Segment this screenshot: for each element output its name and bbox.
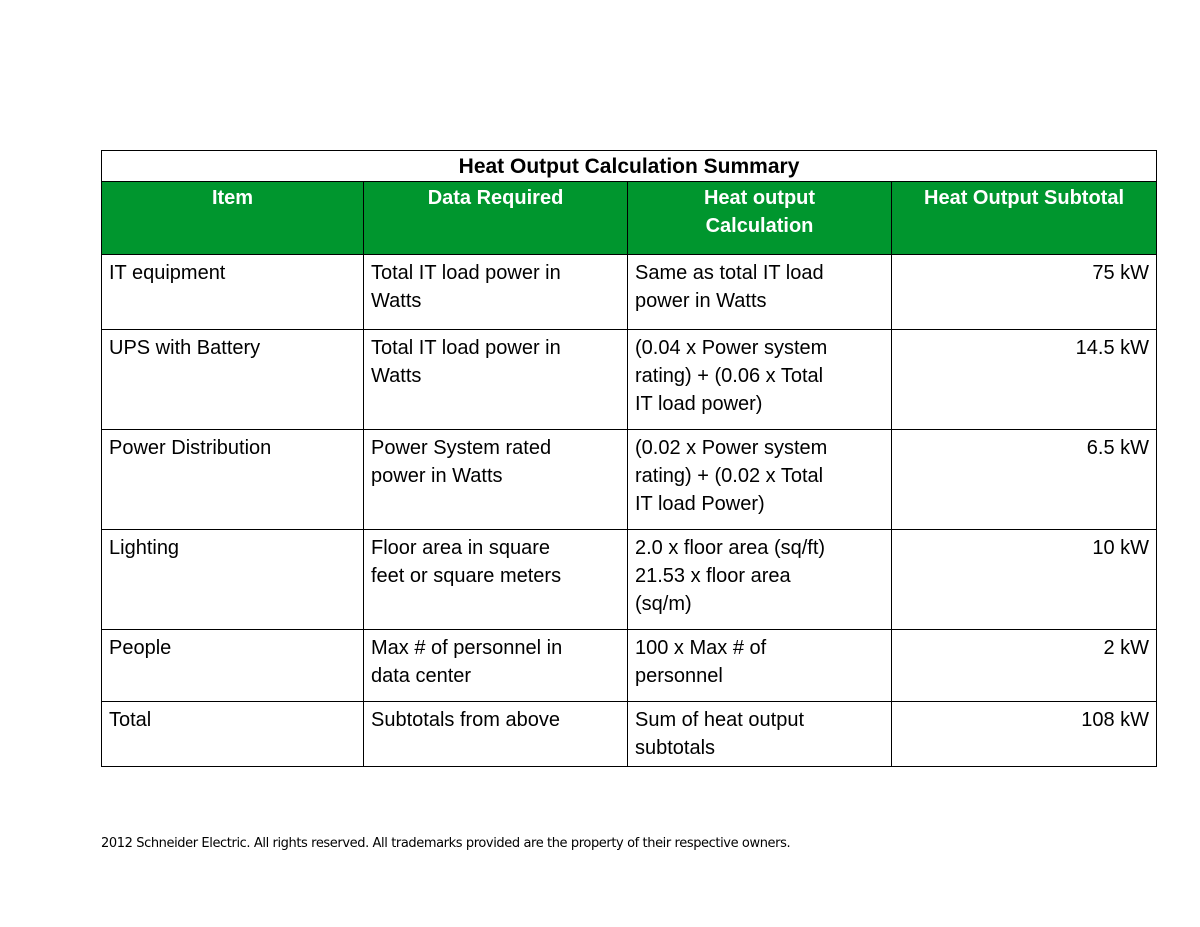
cell-heat-output-subtotal: 2 kW xyxy=(892,630,1157,702)
table-row xyxy=(102,430,1157,530)
table-row xyxy=(102,630,1157,702)
cell-heat-output-calculation: 2.0 x floor area (sq/ft) 21.53 x floor area (sq/m) xyxy=(628,530,892,630)
table-row xyxy=(102,330,1157,430)
cell-item: IT equipment xyxy=(102,255,364,330)
cell-data-required: Total IT load power in Watts xyxy=(364,255,628,330)
header-item: Item xyxy=(102,182,364,255)
cell-data-required: Floor area in square feet or square meters xyxy=(364,530,628,630)
cell-heat-output-subtotal: 6.5 kW xyxy=(892,430,1157,530)
cell-heat-output-subtotal: 10 kW xyxy=(892,530,1157,630)
cell-item: Power Distribution xyxy=(102,430,364,530)
cell-heat-output-calculation: Sum of heat output subtotals xyxy=(628,702,892,767)
table-row xyxy=(102,702,1157,767)
cell-item: People xyxy=(102,630,364,702)
cell-item: UPS with Battery xyxy=(102,330,364,430)
cell-data-required: Power System rated power in Watts xyxy=(364,430,628,530)
cell-heat-output-calculation: Same as total IT load power in Watts xyxy=(628,255,892,330)
cell-heat-output-calculation: (0.02 x Power system rating) + (0.02 x Total IT load Power) xyxy=(628,430,892,530)
table-row xyxy=(102,255,1157,330)
cell-heat-output-subtotal: 75 kW xyxy=(892,255,1157,330)
cell-data-required: Max # of personnel in data center xyxy=(364,630,628,702)
cell-item: Total xyxy=(102,702,364,767)
cell-item: Lighting xyxy=(102,530,364,630)
table-title-row xyxy=(102,151,1157,182)
cell-heat-output-subtotal: 14.5 kW xyxy=(892,330,1157,430)
table-row xyxy=(102,530,1157,630)
copyright-footer: 2012 Schneider Electric. All rights reserved. All trademarks provided are the property of their respective owners. xyxy=(101,836,791,851)
cell-data-required: Subtotals from above xyxy=(364,702,628,767)
cell-data-required: Total IT load power in Watts xyxy=(364,330,628,430)
heat-output-table xyxy=(101,150,1157,767)
table-title: Heat Output Calculation Summary xyxy=(102,151,1157,182)
table-header-row xyxy=(102,182,1157,255)
cell-heat-output-calculation: (0.04 x Power system rating) + (0.06 x Total IT load power) xyxy=(628,330,892,430)
header-heat-output-calculation: Heat output Calculation xyxy=(628,182,892,255)
header-heat-output-subtotal: Heat Output Subtotal xyxy=(892,182,1157,255)
header-data-required: Data Required xyxy=(364,182,628,255)
cell-heat-output-subtotal: 108 kW xyxy=(892,702,1157,767)
cell-heat-output-calculation: 100 x Max # of personnel xyxy=(628,630,892,702)
